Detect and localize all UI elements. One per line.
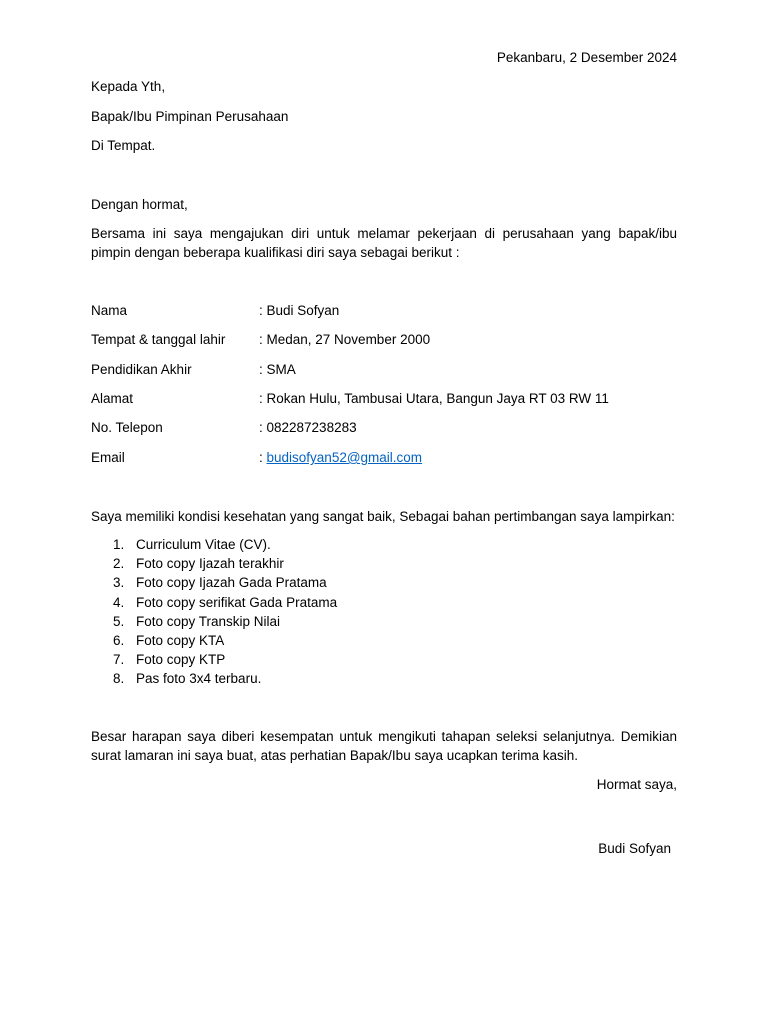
email-link[interactable]: budisofyan52@gmail.com	[266, 450, 423, 465]
list-item-text: Foto copy KTA	[136, 632, 225, 648]
intro-paragraph: Bersama ini saya mengajukan diri untuk melamar pekerjaan di perusahaan yang bapak/ibu pimpin dengan beberapa kualifikasi diri saya sebagai berikut :	[91, 226, 677, 260]
field-value-name: : Budi Sofyan	[259, 303, 340, 318]
attachments-intro: Saya memiliki kondisi kesehatan yang sangat baik, Sebagai bahan pertimbangan saya lampirkan:	[91, 509, 675, 524]
field-label-name: Nama	[91, 303, 128, 318]
recipient-location: Di Tempat.	[91, 138, 156, 153]
field-label-phone: No. Telepon	[91, 420, 163, 435]
list-item-text: Foto copy Transkip Nilai	[136, 613, 281, 629]
list-item-text: Curriculum Vitae (CV).	[136, 537, 271, 552]
closing-paragraph: Besar harapan saya diberi kesempatan untuk mengikuti tahapan seleksi selanjutnya. Demikian surat lamaran ini saya buat, atas perhatian Bapak/Ibu saya ucapkan terima kasih.	[91, 729, 677, 763]
field-value-education: : SMA	[259, 362, 296, 377]
field-value-address: : Rokan Hulu, Tambusai Utara, Bangun Jaya RT 03 RW 11	[259, 391, 609, 406]
recipient-name: Bapak/Ibu Pimpinan Perusahaan	[91, 109, 289, 124]
field-label-address: Alamat	[91, 391, 134, 406]
list-item-text: Foto copy Ijazah Gada Pratama	[136, 575, 327, 591]
field-value-email	[259, 448, 422, 467]
sign-off: Hormat saya,	[596, 777, 677, 792]
email-prefix: :	[259, 450, 267, 465]
field-value-birth: : Medan, 27 November 2000	[259, 332, 431, 347]
signature-name: Budi Sofyan	[598, 841, 671, 856]
place-date: Pekanbaru, 2 Desember 2024	[496, 50, 677, 65]
list-item-text: Foto copy KTP	[136, 652, 226, 668]
field-label-education: Pendidikan Akhir	[91, 362, 192, 377]
greeting: Dengan hormat,	[91, 197, 188, 212]
field-value-phone: : 082287238283	[259, 420, 357, 435]
recipient-salutation: Kepada Yth,	[91, 79, 166, 94]
letter-page: Pekanbaru, 2 Desember 2024 Kepada Yth, Bapak/Ibu Pimpinan Perusahaan Di Tempat. Dengan hormat, Bersama ini saya mengajukan diri untuk melamar pekerjaan di perusahaan yang bapak/ibu pimpin dengan beberapa kualifikasi diri saya sebagai berikut : Nama : Budi Sofyan Tempat & tanggal lahir : Medan, 27 November 2000 Pendidikan Akhir : SMA Alamat : Rokan Hulu, Tambusai Utara, Bangun Jaya RT 03 RW 11 No. Telepon : 082287238283 Email : budisofyan52@gmail.com Saya memiliki kondisi kesehatan yang sangat baik, Sebagai bahan pertimbangan saya lampirkan: 1. Curriculum Vitae (CV). 2. Foto copy Ijazah terakhir 3. Foto copy Ijazah Gada Pratama 4. Foto copy serifikat Gada Pratama 5. Foto copy Transkip Nilai 6. Foto copy KTA 7. Foto copy KTP 8. Pas foto 3x4 terbaru. Besar harapan saya diberi kesempatan untuk mengikuti tahapan seleksi selanjutnya. Demikian surat lamaran ini saya buat, atas perhatian Bapak/Ibu saya ucapkan terima kasih. Hormat saya, Budi Sofyan	[91, 50, 677, 856]
field-label-email: Email	[91, 450, 125, 465]
field-label-birth: Tempat & tanggal lahir	[91, 332, 226, 347]
list-item-text: Foto copy serifikat Gada Pratama	[136, 594, 338, 610]
list-item-text: Foto copy Ijazah terakhir	[136, 556, 284, 572]
list-item-text: Pas foto 3x4 terbaru.	[136, 671, 262, 687]
